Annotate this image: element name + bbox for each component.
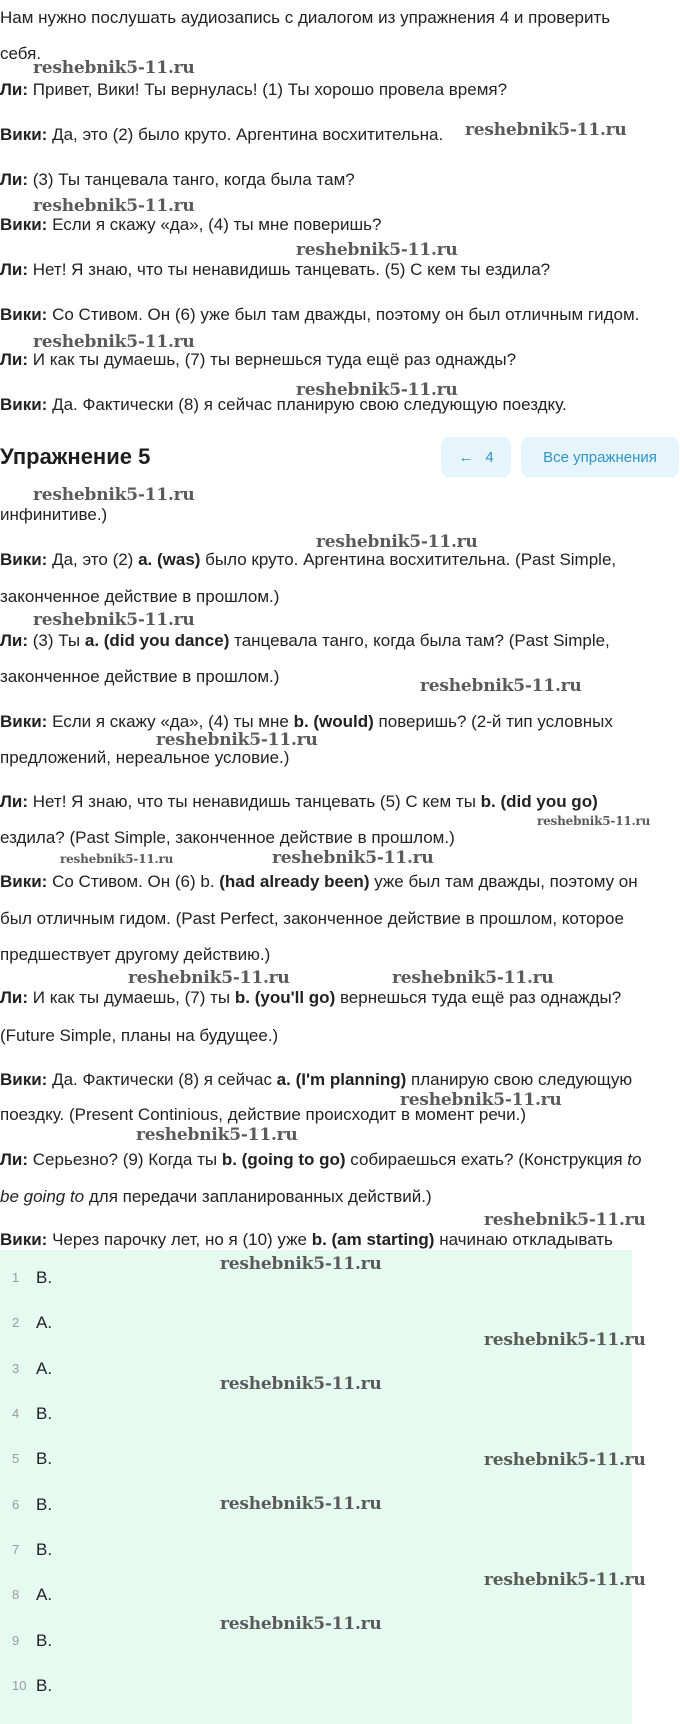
watermark: reshebnik5-11.ru — [136, 1125, 298, 1145]
answer-value: B. — [36, 1495, 53, 1514]
explanation-line — [0, 872, 638, 892]
answer-value: B. — [36, 1449, 53, 1468]
watermark: reshebnik5-11.ru — [60, 852, 174, 866]
answer-highlight: (had already been) — [219, 872, 370, 891]
answer-highlight: a. (I'm planning) — [276, 1070, 407, 1089]
answer-highlight: a. (did you dance) — [84, 631, 230, 650]
speaker-label: Вики: — [0, 1070, 48, 1089]
explanation-italic: to — [627, 1150, 642, 1169]
arrow-left-icon: ← — [458, 448, 474, 466]
answer-value: A. — [36, 1313, 53, 1332]
watermark: reshebnik5-11.ru — [316, 532, 478, 552]
explanation-line — [0, 1230, 613, 1250]
speaker-label: Вики: — [0, 305, 48, 324]
dialogue-text: Привет, Вики! Ты вернулась! (1) Ты хорошо провела время? — [28, 80, 508, 99]
explanation-line: инфинитиве.) — [0, 505, 108, 524]
watermark: reshebnik5-11.ru — [33, 58, 195, 78]
speaker-label: Ли: — [0, 1150, 29, 1169]
answer-value: B. — [36, 1631, 53, 1650]
speaker-label: Ли: — [0, 350, 29, 369]
explanation-text: Со Стивом. Он (6) b. — [47, 872, 220, 891]
answer-highlight: b. (you'll go) — [234, 988, 336, 1007]
answer-value: B. — [36, 1404, 53, 1423]
answer-block — [0, 1250, 632, 1724]
dialogue-line — [0, 215, 381, 235]
answer-value: A. — [36, 1585, 53, 1604]
watermark: reshebnik5-11.ru — [220, 1374, 382, 1394]
dialogue-line — [0, 305, 639, 325]
explanation-line — [0, 712, 613, 732]
dialogue-text: Со Стивом. Он (6) уже был там дважды, поэтому он был отличным гидом. — [47, 305, 640, 324]
explanation-line — [0, 1150, 641, 1170]
watermark: reshebnik5-11.ru — [33, 610, 195, 630]
answer-number: 9 — [12, 1633, 20, 1648]
watermark: reshebnik5-11.ru — [484, 1450, 646, 1470]
dialogue-text: И как ты думаешь, (7) ты вернешься туда ещё раз однажды? — [28, 350, 517, 369]
explanation-line: поездку. (Present Continious, действие происходит в момент речи.) — [0, 1105, 527, 1124]
watermark: reshebnik5-11.ru — [272, 848, 434, 868]
all-exercises-label: Все упражнения — [543, 448, 657, 466]
dialogue-line — [0, 350, 516, 370]
explanation-text: поверишь? (2-й тип условных — [373, 712, 613, 731]
watermark: reshebnik5-11.ru — [220, 1614, 382, 1634]
speaker-label: Вики: — [0, 125, 48, 144]
explanation-line — [0, 1070, 632, 1090]
prev-exercise-button[interactable] — [441, 437, 511, 477]
dialogue-text: Если я скажу «да», (4) ты мне поверишь? — [47, 215, 382, 234]
answer-value: B. — [36, 1268, 53, 1287]
speaker-label: Ли: — [0, 80, 29, 99]
answer-value: A. — [36, 1359, 53, 1378]
explanation-text: начинаю откладывать — [434, 1230, 613, 1249]
watermark: reshebnik5-11.ru — [296, 240, 458, 260]
dialogue-text: (3) Ты танцевала танго, когда была там? — [28, 170, 355, 189]
watermark: reshebnik5-11.ru — [484, 1570, 646, 1590]
watermark: reshebnik5-11.ru — [484, 1210, 646, 1230]
explanation-text: Серьезно? (9) Когда ты — [28, 1150, 222, 1169]
explanation-line — [0, 792, 598, 812]
explanation-text: собираешься ехать? (Конструкция — [345, 1150, 628, 1169]
explanation-text: планирую свою следующую — [406, 1070, 633, 1089]
speaker-label: Вики: — [0, 1230, 48, 1249]
speaker-label: Ли: — [0, 988, 29, 1007]
answer-highlight: b. (am starting) — [311, 1230, 435, 1249]
answer-number: 7 — [12, 1542, 20, 1557]
dialogue-text: Да, это (2) было круто. Аргентина восхитительна. — [47, 125, 444, 144]
watermark: reshebnik5-11.ru — [420, 676, 582, 696]
explanation-line — [0, 631, 610, 651]
answer-number: 6 — [12, 1497, 20, 1512]
explanation-line — [0, 1187, 432, 1207]
watermark: reshebnik5-11.ru — [537, 814, 651, 828]
answer-number: 4 — [12, 1406, 20, 1421]
explanation-line: предложений, нереальное условие.) — [0, 748, 290, 767]
watermark: reshebnik5-11.ru — [465, 120, 627, 140]
exercise-title: Упражнение 5 — [0, 444, 151, 469]
dialogue-line — [0, 170, 355, 190]
answer-highlight: b. (going to go) — [221, 1150, 346, 1169]
answer-number: 1 — [12, 1270, 20, 1285]
speaker-label: Вики: — [0, 550, 48, 569]
explanation-line: законченное действие в прошлом.) — [0, 587, 280, 606]
dialogue-text: Да. Фактически (8) я сейчас планирую свою следующую поездку. — [47, 395, 567, 414]
explanation-text: Через парочку лет, но я (10) уже — [47, 1230, 312, 1249]
explanation-text: было круто. Аргентина восхитительна. (Past Simple, — [200, 550, 617, 569]
watermark: reshebnik5-11.ru — [484, 1330, 646, 1350]
explanation-line: предшествует другому действию.) — [0, 945, 271, 964]
answer-highlight: b. (did you go) — [480, 792, 598, 811]
explanation-line — [0, 550, 616, 570]
explanation-line: (Future Simple, планы на будущее.) — [0, 1026, 279, 1045]
watermark: reshebnik5-11.ru — [400, 1090, 562, 1110]
answer-number: 3 — [12, 1361, 20, 1376]
explanation-text: Если я скажу «да», (4) ты мне — [47, 712, 294, 731]
speaker-label: Вики: — [0, 712, 48, 731]
dialogue-line — [0, 395, 567, 415]
watermark: reshebnik5-11.ru — [128, 968, 290, 988]
explanation-text: уже был там дважды, поэтому он — [369, 872, 638, 891]
answer-value: B. — [36, 1676, 53, 1695]
speaker-label: Ли: — [0, 631, 29, 650]
watermark: reshebnik5-11.ru — [220, 1254, 382, 1274]
explanation-line — [0, 988, 621, 1008]
answer-number: 10 — [12, 1678, 27, 1693]
answer-highlight: b. (would) — [293, 712, 374, 731]
intro-line: Нам нужно послушать аудиозапись с диалогом из упражнения 4 и проверить — [0, 8, 611, 27]
watermark: reshebnik5-11.ru — [220, 1494, 382, 1514]
dialogue-text: Нет! Я знаю, что ты ненавидишь танцевать. (5) С кем ты ездила? — [28, 260, 551, 279]
prev-exercise-label: 4 — [485, 448, 494, 466]
explanation-line: ездила? (Past Simple, законченное действие в прошлом.) — [0, 828, 455, 847]
all-exercises-button[interactable] — [521, 437, 679, 477]
answer-number: 5 — [12, 1451, 20, 1466]
speaker-label: Ли: — [0, 260, 29, 279]
watermark: reshebnik5-11.ru — [296, 380, 458, 400]
explanation-line: законченное действие в прошлом.) — [0, 667, 280, 686]
answer-highlight: a. (was) — [138, 550, 201, 569]
dialogue-line — [0, 80, 507, 100]
explanation-text: Да, это (2) — [47, 550, 139, 569]
watermark: reshebnik5-11.ru — [33, 485, 195, 505]
explanation-text: вернешься туда ещё раз однажды? — [335, 988, 622, 1007]
explanation-text: Нет! Я знаю, что ты ненавидишь танцевать (5) С кем ты — [28, 792, 481, 811]
explanation-text: И как ты думаешь, (7) ты — [28, 988, 235, 1007]
dialogue-line — [0, 125, 443, 145]
speaker-label: Ли: — [0, 170, 29, 189]
speaker-label: Вики: — [0, 395, 48, 414]
explanation-text: (3) Ты — [28, 631, 85, 650]
watermark: reshebnik5-11.ru — [33, 196, 195, 216]
watermark: reshebnik5-11.ru — [156, 730, 318, 750]
watermark: reshebnik5-11.ru — [33, 332, 195, 352]
speaker-label: Ли: — [0, 792, 29, 811]
intro-line: себя. — [0, 44, 42, 63]
explanation-italic: be going to — [0, 1187, 85, 1206]
answer-number: 8 — [12, 1587, 20, 1602]
watermark: reshebnik5-11.ru — [392, 968, 554, 988]
explanation-text: танцевала танго, когда была там? (Past Simple, — [229, 631, 610, 650]
explanation-text: Да. Фактически (8) я сейчас — [47, 1070, 277, 1089]
explanation-line: был отличным гидом. (Past Perfect, законченное действие в прошлом, которое — [0, 909, 624, 928]
explanation-text: для передачи запланированных действий.) — [84, 1187, 432, 1206]
answer-number: 2 — [12, 1315, 20, 1330]
answer-value: B. — [36, 1540, 53, 1559]
speaker-label: Вики: — [0, 872, 48, 891]
speaker-label: Вики: — [0, 215, 48, 234]
dialogue-line — [0, 260, 550, 280]
